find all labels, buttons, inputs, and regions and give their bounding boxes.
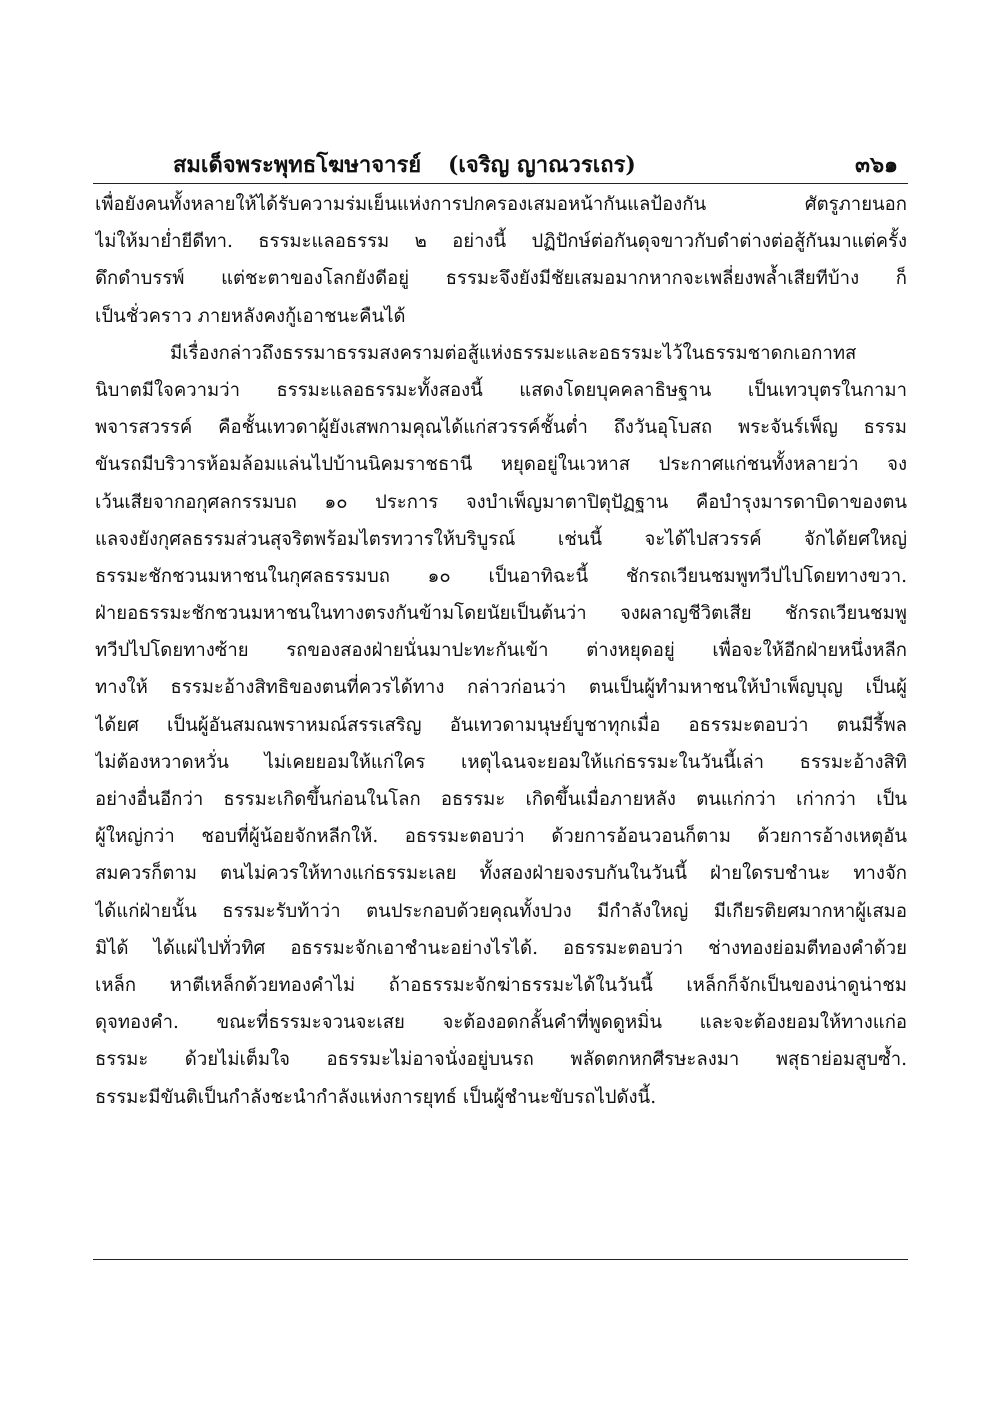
text-line: มิได้ ได้แผ่ไปทั่วทิศ อธรรมะจักเอาชำนะอย่างไรได้. อธรรมะตอบว่า ช่างทองย่อมตีทองคำด้วย — [95, 937, 907, 959]
text-line: ไม่ต้องหวาดหวั่น ไม่เคยยอมให้แก่ใคร เหตุไฉนจะยอมให้แก่ธรรมะในวันนี้เล่า ธรรมะอ้างสิทิ — [95, 751, 907, 773]
text-line: ดึกดำบรรพ์ แต่ชะตาของโลกยังดีอยู่ ธรรมะจึงยังมีชัยเสมอมากหากจะเพลี่ยงพล้ำเสียทีบ้าง ก็ — [95, 268, 907, 290]
text-line: ธรรมะมีขันติเป็นกำลังชะนำกำลังแห่งการยุทธ์ เป็นผู้ชำนะขับรถไปดังนี้. — [95, 1086, 657, 1108]
author-name: (เจริญ ญาณวรเถร) — [448, 152, 636, 178]
text-line: เว้นเสียจากอกุศลกรรมบถ ๑๐ ประการ จงบำเพ็ญมาตาปิตุปัฏฐาน คือบำรุงมารดาบิดาของตน — [95, 491, 907, 513]
text-line: ผู้ใหญ่กว่า ชอบที่ผู้น้อยจักหลีกให้. อธรรมะตอบว่า ด้วยการอ้อนวอนก็ตาม ด้วยการอ้างเหตุอัน — [95, 826, 907, 848]
text-line: ได้แก่ฝ่ายนั้น ธรรมะรับท้าว่า ตนประกอบด้วยคุณทั้งปวง มีกำลังใหญ่ มีเกียรติยศมากหาผู้เสมอ — [95, 900, 907, 922]
body-text — [95, 186, 907, 1116]
text-line: สมควรก็ตาม ตนไม่ควรให้ทางแก่ธรรมะเลย ทั้งสองฝ่ายจงรบกันในวันนี้ ฝ่ายใดรบชำนะ ทางจัก — [95, 863, 907, 885]
text-line: เพื่อยังคนทั้งหลายให้ได้รับความร่มเย็นแห่งการปกครองเสมอหน้ากันแลป้องกัน ศัตรูภายนอก — [95, 194, 907, 215]
text-line: เหล็ก หาตีเหล็กด้วยทองคำไม่ ถ้าอธรรมะจักฆ่าธรรมะได้ในวันนี้ เหล็กก็จักเป็นของน่าดูน่าชม — [95, 974, 907, 996]
text-line: ขันรถมีบริวารห้อมล้อมแล่นไปบ้านนิคมราชธานี หยุดอยู่ในเวหาส ประกาศแก่ชนทั้งหลายว่า จง — [95, 454, 907, 476]
page-number: ๓๖๑ — [855, 152, 898, 178]
text-line: ดุจทองคำ. ขณะที่ธรรมะจวนจะเสย จะต้องอดกลั้นคำที่พูดดูหมิ่น และจะต้องยอมให้ทางแก่อ — [95, 1012, 907, 1034]
text-line: ไม่ให้มาย่ำยีดีทา. ธรรมะแลอธรรม ๒ อย่างนี้ ปฏิปักษ์ต่อกันดุจขาวกับดำต่างต่อสู้กันมาแต่ครั้ง — [95, 231, 907, 253]
text-line: ฝ่ายอธรรมะชักชวนมหาชนในทางตรงกันข้ามโดยนัยเป็นต้นว่า จงผลาญชีวิตเสีย ชักรถเวียนชมพู — [95, 603, 907, 625]
text-line: แลจงยังกุศลธรรมส่วนสุจริตพร้อมไตรทวารให้บริบูรณ์ เช่นนี้ จะได้ไปสวรรค์ จักได้ยศใหญ่ — [95, 528, 907, 550]
book-title: สมเด็จพระพุทธโฆษาจารย์ — [173, 152, 422, 178]
text-line: ธรรมะชักชวนมหาชนในกุศลธรรมบถ ๑๐ เป็นอาทิฉะนี้ ชักรถเวียนชมพูทวีปไปโดยทางขวา. — [95, 565, 907, 587]
text-line: ทวีปไปโดยทางซ้าย รถของสองฝ่ายนั่นมาปะทะกันเข้า ต่างหยุดอยู่ เพื่อจะให้อีกฝ่ายหนึ่งหลีก — [95, 640, 907, 662]
text-line: ทางให้ ธรรมะอ้างสิทธิของตนที่ควรได้ทาง กล่าวก่อนว่า ตนเป็นผู้ทำมหาชนให้บำเพ็ญบุญ เป็นผู้ — [95, 677, 907, 699]
running-header — [93, 143, 908, 184]
text-line: นิบาตมีใจความว่า ธรรมะแลอธรรมะทั้งสองนี้ แสดงโดยบุคคลาธิษฐาน เป็นเทวบุตรในกามา — [95, 379, 907, 401]
footer-divider — [93, 1259, 908, 1260]
text-line: ธรรมะ ด้วยไม่เต็มใจ อธรรมะไม่อาจนั่งอยู่บนรถ พลัดตกหกศีรษะลงมา พสุธาย่อมสูบซ้ำ. — [95, 1049, 907, 1071]
text-line: เป็นชั่วคราว ภายหลังคงกู้เอาชนะคืนได้ — [95, 305, 406, 327]
text-line: พจารสวรรค์ คือชั้นเทวดาผู้ยังเสพกามคุณได้แก่สวรรค์ชั้นต่ำ ถึงวันอุโบสถ พระจันร์เพ็ญ ธรรม — [95, 417, 907, 439]
text-line: อย่างอื่นอีกว่า ธรรมะเกิดขึ้นก่อนในโลก อธรรมะ เกิดขึ้นเมื่อภายหลัง ตนแก่กว่า เก่ากว่า เป็น — [95, 789, 907, 810]
text-line: ได้ยศ เป็นผู้อันสมณพราหมณ์สรรเสริญ อันเทวดามนุษย์บูชาทุกเมื่อ อธรรมะตอบว่า ตนมีรี้พล — [95, 714, 907, 736]
text-line: มีเรื่องกล่าวถึงธรรมาธรรมสงครามต่อสู้แห่งธรรมะและอธรรมะไว้ในธรรมชาดกเอกาทส — [170, 342, 857, 364]
